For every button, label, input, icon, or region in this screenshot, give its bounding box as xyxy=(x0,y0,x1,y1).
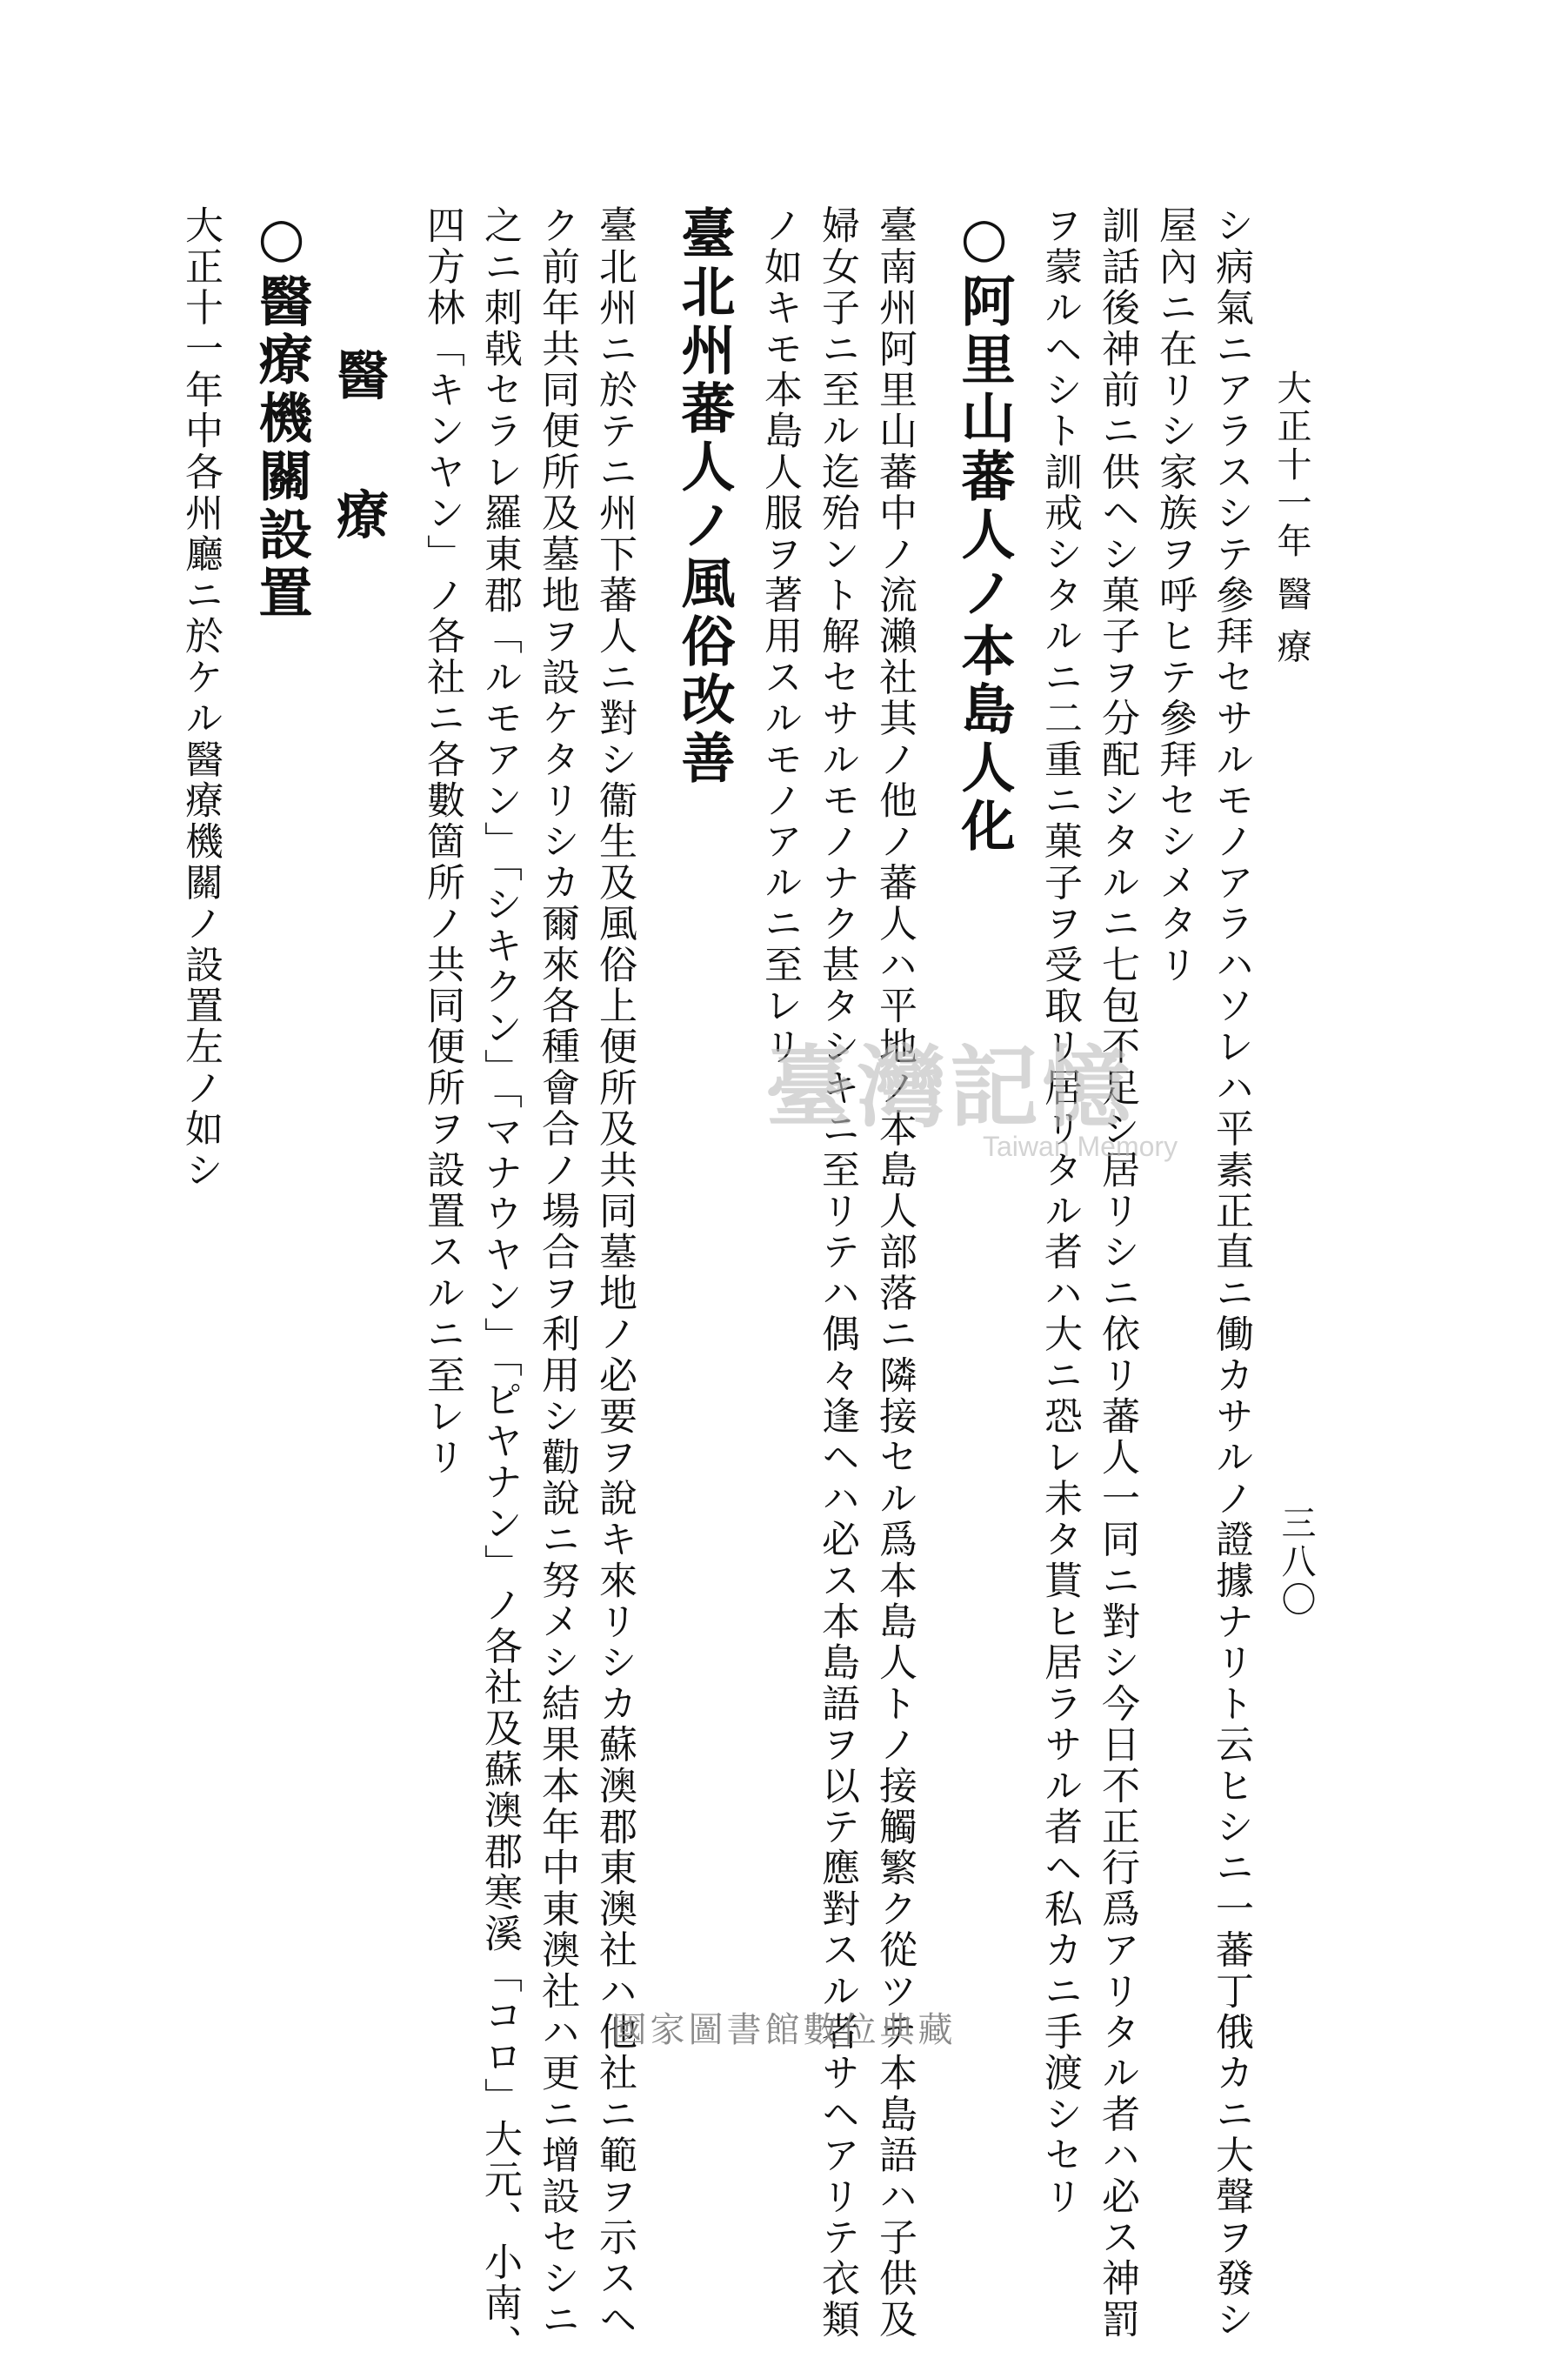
section-heading-medical-facilities: ○醫療機關設置 xyxy=(250,205,313,623)
aliyama-column-3: ノ如キモ本島人服ヲ著用スルモノアルニ至レリ xyxy=(757,205,802,1068)
taihoku-column-4: 四方林「キンヤン」ノ各社ニ各數箇所ノ共同便所ヲ設置スルニ至レリ xyxy=(420,205,464,1479)
watermark xyxy=(765,1018,1218,1183)
footer-collection: 國家圖書館數位典藏 xyxy=(611,2010,957,2050)
watermark-title: 臺灣記憶 xyxy=(765,1036,1134,1140)
body-column-1: シ病氣ニアラスシテ參拜セサルモノアラハソレハ平素正直ニ働カサルノ證據ナリト云ヒシニ一蕃丁俄カニ大聲ヲ發シ xyxy=(1209,205,1253,2341)
body-column-3: 訓話後神前ニ供ヘシ菓子ヲ分配シタルニ七包不足シ居リシニ依リ蕃人一同ニ對シ今日不正行爲アリタル者ハ必ス神罰 xyxy=(1095,205,1139,2341)
aliyama-column-2: 婦女子ニ至ル迄殆ント解セサルモノナク甚タシキニ至リテハ偶々逢ヘハ必ス本島語ヲ以テ應對スル者サヘアリテ衣類 xyxy=(815,205,859,2341)
body-column-4: ヲ蒙ルヘシト訓戒シタルニ二重ニ菓子ヲ受取リ居リタル者ハ大ニ恐レ未タ貰ヒ居ラサル者ヘ私カニ手渡シセリ xyxy=(1038,205,1082,2217)
taihoku-column-3: 之ニ刺戟セラレ羅東郡「ルモアン」「シキクン」「マナウヤン」「ピヤナン」ノ各社及蘇澳郡寒溪「コロ」大元、小南、 xyxy=(477,205,522,2365)
section-heading-taihoku: 臺北州蕃人ノ風俗改善 xyxy=(672,205,736,788)
medical-column-1: 大正十一年中各州廳ニ於ケル醫療機關ノ設置左ノ如シ xyxy=(178,205,223,1191)
page-number: 三八〇 xyxy=(1276,1505,1316,1620)
section-heading-aliyama: ○阿里山蕃人ノ本島人化 xyxy=(952,205,1016,856)
running-title: 大正十一年 醫 療 xyxy=(1271,370,1311,667)
body-column-2: 屋內ニ在リシ家族ヲ呼ヒテ參拜セシメタリ xyxy=(1152,205,1197,985)
taihoku-column-1: 臺北州ニ於テニ州下蕃人ニ對シ衞生及風俗上便所及共同墓地ノ必要ヲ說キ來リシカ蘇澳郡東澳社ハ他社ニ範ヲ示スヘ xyxy=(592,205,637,2341)
taihoku-column-2: ク前年共同便所及墓地ヲ設ケタリシカ爾來各種會合ノ場合ヲ利用シ勸說ニ努メシ結果本年中東澳社ハ更ニ增設セシニ xyxy=(535,205,579,2341)
watermark-subtitle: Taiwan Memory xyxy=(983,1131,1178,1162)
section-title-medical: 醫 療 xyxy=(328,348,389,575)
aliyama-column-1: 臺南州阿里山蕃中ノ流瀨社其ノ他ノ蕃人ハ平地ノ本島人部落ニ隣接セル爲本島人トノ接觸繁ク從ツテ本島語ハ子供及 xyxy=(872,205,917,2341)
